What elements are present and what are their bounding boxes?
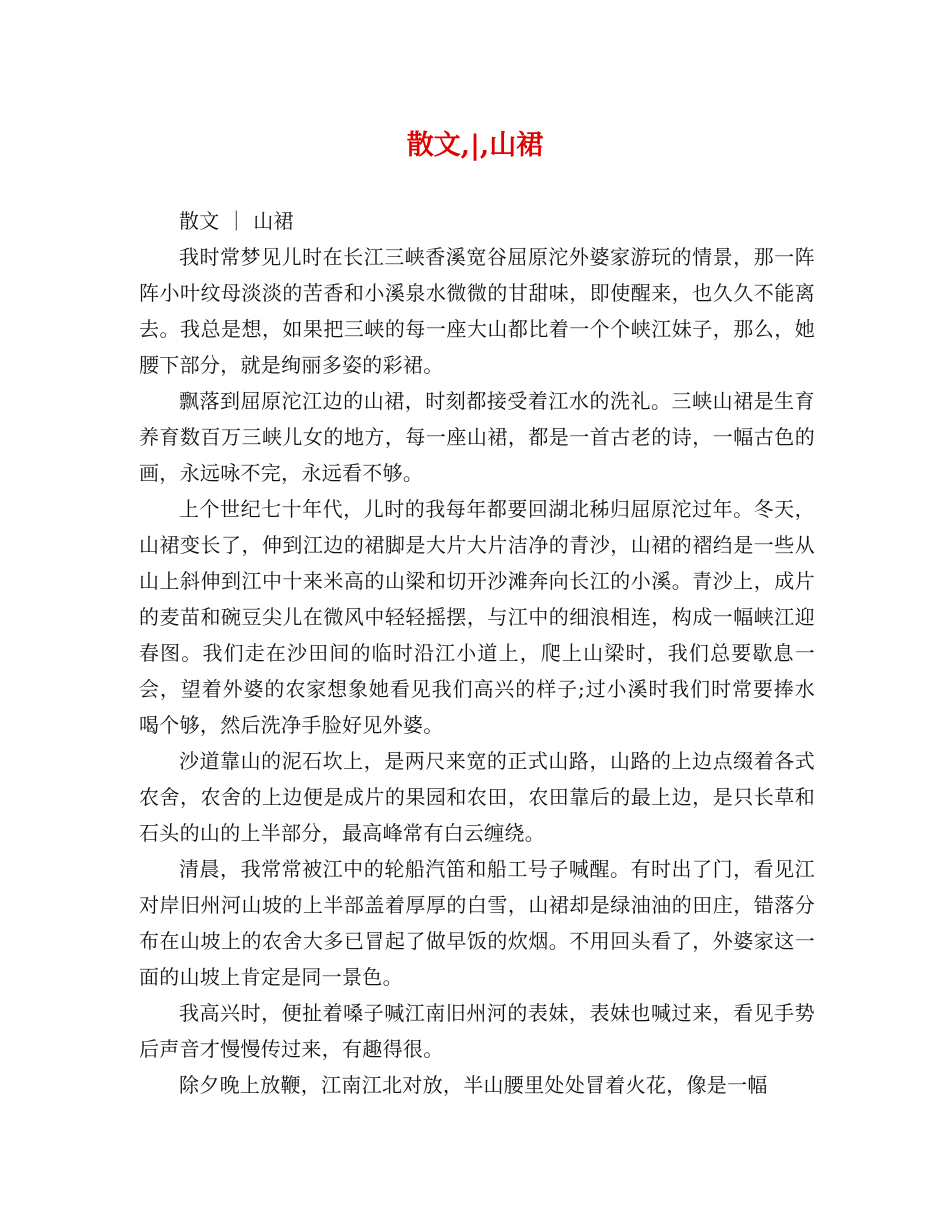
- paragraph: 清晨，我常常被江中的轮船汽笛和船工号子喊醒。有时出了门，看见江对岸旧州河山坡的上半部盖着厚厚的白雪，山裙却是绿油油的田庄，错落分布在山坡上的农舍大多已冒起了做早饭的炊烟。不用回头看了，外婆家这一面的山坡上肯定是同一景色。: [139, 857, 815, 989]
- paragraph: 我时常梦见儿时在长江三峡香溪宽谷屈原沱外婆家游玩的情景，那一阵阵小叶纹母淡淡的苦香和小溪泉水微微的甘甜味，即使醒来，也久久不能离去。我总是想，如果把三峡的每一座大山都比着一个个峡江妹子，那么，她腰下部分，就是绚丽多姿的彩裙。: [139, 245, 815, 377]
- document-title: 散文,|,山裙: [406, 130, 544, 161]
- paragraph: 除夕晚上放鞭，江南江北对放，半山腰里处处冒着火花，像是一幅: [179, 1073, 768, 1097]
- paragraph: 上个世纪七十年代，儿时的我每年都要回湖北秭归屈原沱过年。冬天，山裙变长了，伸到江边的裙脚是大片大片洁净的青沙，山裙的褶绉是一些从山上斜伸到江中十来米高的山梁和切开沙滩奔向长江的小溪。青沙上，成片的麦苗和碗豆尖儿在微风中轻轻摇摆，与江中的细浪相连，构成一幅峡江迎春图。我们走在沙田间的临时沿江小道上，爬上山梁时，我们总要歇息一会，望着外婆的农家想象她看见我们高兴的样子;过小溪时我们时常要捧水喝个够，然后洗净手脸好见外婆。: [139, 497, 815, 737]
- document-body: [139, 203, 815, 1103]
- paragraph: 我高兴时，便扯着嗓子喊江南旧州河的表妹，表妹也喊过来，看见手势后声音才慢慢传过来，有趣得很。: [139, 1001, 815, 1061]
- subtitle-line: 散文 ｜ 山裙: [179, 209, 294, 233]
- paragraph: 飘落到屈原沱江边的山裙，时刻都接受着江水的洗礼。三峡山裙是生育养育数百万三峡儿女的地方，每一座山裙，都是一首古老的诗，一幅古色的画，永远咏不完，永远看不够。: [139, 389, 815, 485]
- paragraph: 沙道靠山的泥石坎上，是两尺来宽的正式山路，山路的上边点缀着各式农舍，农舍的上边便是成片的果园和农田，农田靠后的最上边，是只长草和石头的山的上半部分，最高峰常有白云缠绕。: [139, 749, 815, 845]
